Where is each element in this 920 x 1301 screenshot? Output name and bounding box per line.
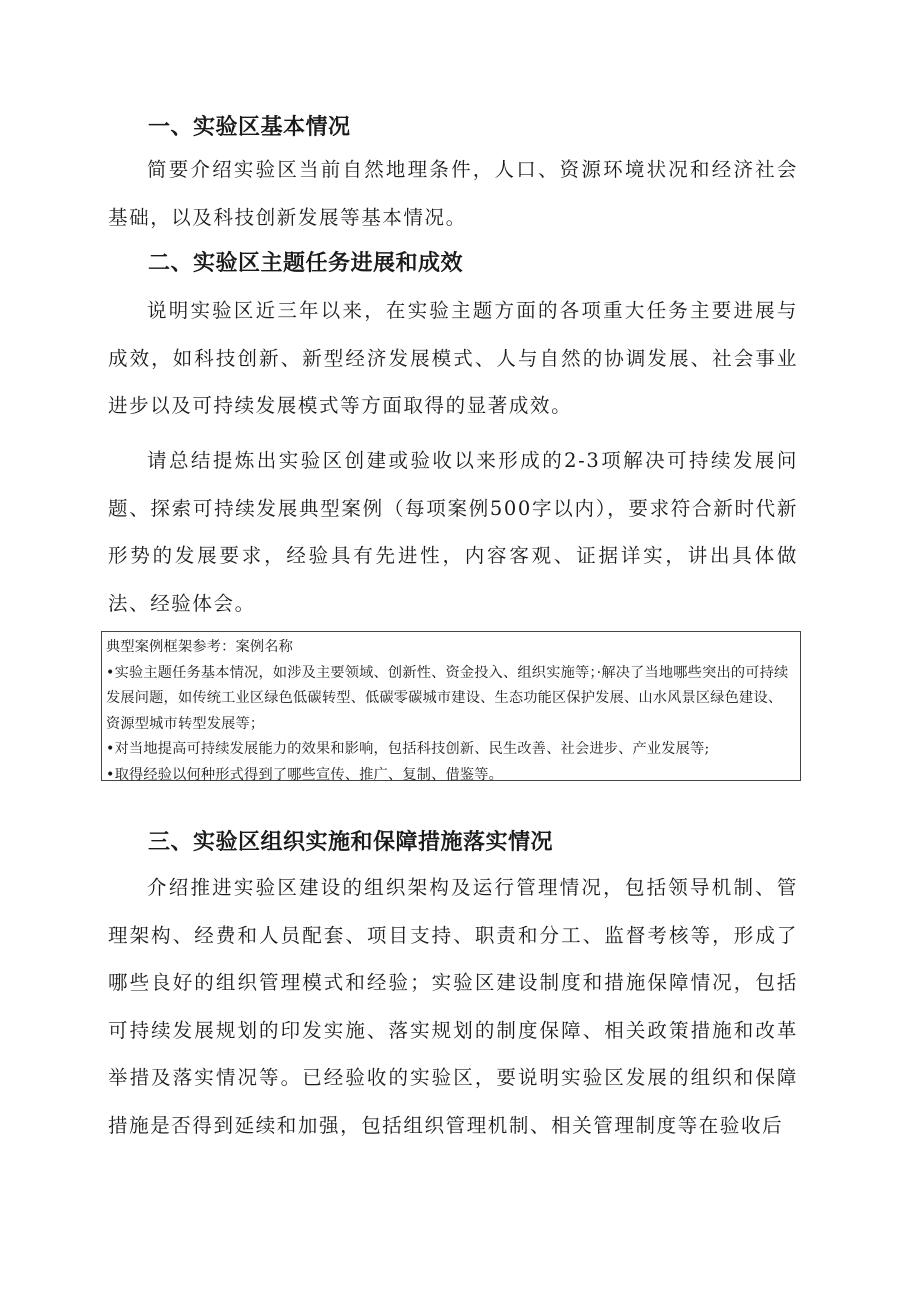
case-box-title: 典型案例框架参考：案例名称 [106,639,294,655]
case-box-item-3: •取得经验以何种形式得到了哪些宣传、推广、复制、借鉴等。 [106,766,504,783]
section-2-paragraph-1: 说明实验区近三年以来，在实验主题方面的各项重大任务主要进展与成效，如科技创新、新型经济发展模式、人与自然的协调发展、社会事业进步以及可持续发展模式等方面取得的显著成效。 [108,299,798,417]
section-1-heading: 一、实验区基本情况 [148,115,351,140]
section-1-paragraph: 简要介绍实验区当前自然地理条件，人口、资源环境状况和经济社会基础，以及科技创新发展等基本情况。 [108,158,798,229]
case-framework-box [101,631,801,781]
section-2-paragraph-2: 请总结提炼出实验区创建或验收以来形成的2-3项解决可持续发展问题、探索可持续发展典型案例（每项案例500字以内），要求符合新时代新形势的发展要求，经验具有先进性，内容客观、证据详实，讲出具体做法、经验体会。 [108,449,798,615]
section-2-heading: 二、实验区主题任务进展和成效 [148,251,464,276]
case-box-item-1: •实验主题任务基本情况，如涉及主要领域、创新性、资金投入、组织实施等；·解决了当地哪些突出的可持续发展问题，如传统工业区绿色低碳转型、低碳零碳城市建设、生态功能区保护发展、山水风景区绿色建设、资源型城市转型发展等； [106,664,789,732]
case-box-item-2: •对当地提高可持续发展能力的效果和影响，包括科技创新、民生改善、社会进步、产业发展等; [106,741,710,757]
section-3-heading: 三、实验区组织实施和保障措施落实情况 [148,830,554,855]
section-3-paragraph: 介绍推进实验区建设的组织架构及运行管理情况，包括领导机制、管理架构、经费和人员配套、项目支持、职责和分工、监督考核等，形成了哪些良好的组织管理模式和经验；实验区建设制度和措施保障情况，包括可持续发展规划的印发实施、落实规划的制度保障、相关政策措施和改革举措及落实情况等。已经验收的实验区，要说明实验区发展的组织和保障措施是否得到延续和加强，包括组织管理机制、相关管理制度等在验收后 [108,876,798,1137]
